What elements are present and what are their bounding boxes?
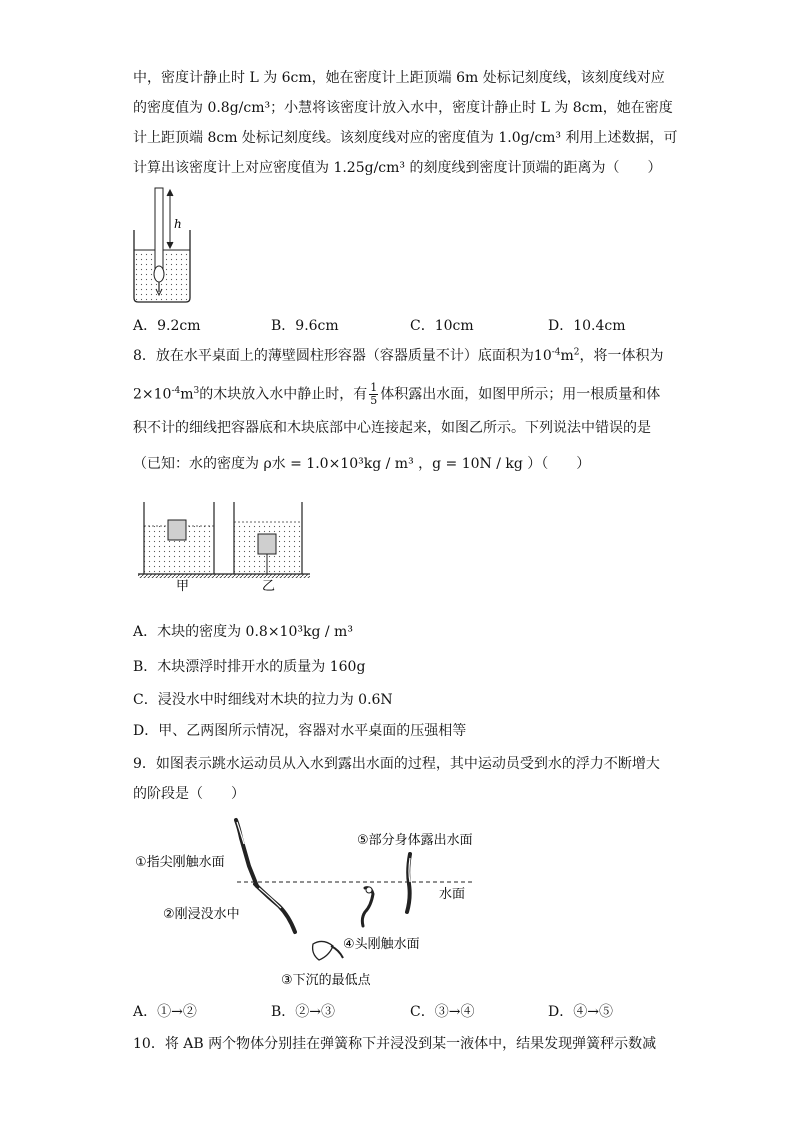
q8-line-1-exp2: 2	[573, 347, 580, 358]
q8-line-2-text-d: 体积露出水面，如图甲所示；用一根质量和体	[380, 386, 661, 403]
q8-fraction-denominator: 5	[370, 394, 378, 407]
diver-3-icon	[313, 941, 333, 960]
q8-line-1-text-a: 8．放在水平桌面上的薄壁圆柱形容器（容器质量不计）底面积为10	[133, 348, 552, 364]
q7-option-a: A．9.2cm	[133, 318, 201, 334]
q8-line-2	[133, 382, 660, 407]
q9-label-1: ①指尖刚触水面	[135, 855, 225, 870]
q9-line-1: 9．如图表示跳水运动员从入水到露出水面的过程，其中运动员受到水的浮力不断增大	[133, 756, 660, 772]
q8-line-2-exp: -4	[171, 385, 181, 396]
q9-option-b: B．②→③	[271, 1004, 336, 1020]
q7-h-label: h	[174, 217, 182, 231]
q7-line-1: 中，密度计静止时 L 为 6cm，她在密度计上距顶端 6m 处标记刻度线，该刻度线对应	[133, 70, 665, 86]
q8-option-d: D．甲、乙两图所示情况，容器对水平桌面的压强相等	[133, 723, 467, 739]
q8-line-2-text-a: 2×10	[133, 386, 172, 403]
q9-option-c: C．③→④	[410, 1004, 475, 1020]
q8-fraction	[369, 382, 378, 407]
q7-hydrometer-figure	[130, 188, 200, 306]
q8-option-b: B．木块漂浮时排开水的质量为 160g	[133, 659, 366, 675]
q10-line-1: 10．将 AB 两个物体分别挂在弹簧称下并浸没到某一液体中，结果发现弹簧秤示数减	[133, 1036, 657, 1052]
q9-option-a: A．①→②	[133, 1004, 197, 1020]
q9-diver-figure	[133, 814, 493, 994]
q8-fig-label-yi: 乙	[262, 579, 276, 594]
q8-line-1-exp: -4	[551, 347, 561, 358]
q8-line-1	[133, 346, 664, 366]
q9-label-5: ⑤部分身体露出水面	[357, 833, 473, 848]
q9-option-d: D．④→⑤	[548, 1004, 613, 1020]
diver-4-icon	[362, 888, 373, 926]
q9-label-4: ④头刚触水面	[343, 937, 420, 952]
q8-line-2-unit: m	[180, 386, 194, 403]
q8-line-2-text-c: 的木块放入水中静止时，有	[199, 386, 368, 403]
q8-fraction-numerator: 1	[370, 381, 378, 394]
q7-option-c: C．10cm	[410, 318, 474, 334]
q8-containers-figure	[138, 500, 310, 592]
q8-line-2-exp2: 3	[193, 385, 200, 396]
q8-option-c: C．浸没水中时细线对木块的拉力为 0.6N	[133, 692, 393, 708]
q8-line-4: （已知：水的密度为 ρ水 = 1.0×10³kg / m³ ，g = 10N / kg ）（ ）	[133, 456, 591, 472]
q8-line-3: 积不计的细线把容器底和木块底部中心连接起来，如图乙所示。下列说法中错误的是	[133, 420, 651, 436]
q8-line-1-text-c: ，将一体积为	[579, 348, 664, 364]
diver-2-icon	[255, 884, 295, 932]
q7-line-3: 计上距顶端 8cm 处标记刻度线。该刻度线对应的密度值为 1.0g/cm³ 利用上述数据，可	[133, 130, 678, 146]
q9-label-3: ③下沉的最低点	[281, 973, 371, 988]
q7-line-4: 计算出该密度计上对应密度值为 1.25g/cm³ 的刻度线到密度计顶端的距离为（ ）	[133, 160, 662, 176]
q7-option-b: B．9.6cm	[271, 318, 339, 334]
q9-line-2: 的阶段是（ ）	[133, 786, 245, 802]
q9-label-2: ②刚浸没水中	[163, 907, 240, 922]
q9-label-surface: 水面	[439, 887, 466, 902]
q8-option-a: A．木块的密度为 0.8×10³kg / m³	[133, 624, 353, 640]
q7-option-d: D．10.4cm	[548, 318, 626, 334]
q8-line-1-unit: m	[560, 348, 574, 364]
q8-fig-label-jia: 甲	[176, 579, 190, 594]
q7-line-2: 的密度值为 0.8g/cm³；小慧将该密度计放入水中，密度计静止时 L 为 8cm，她在密度	[133, 100, 673, 116]
